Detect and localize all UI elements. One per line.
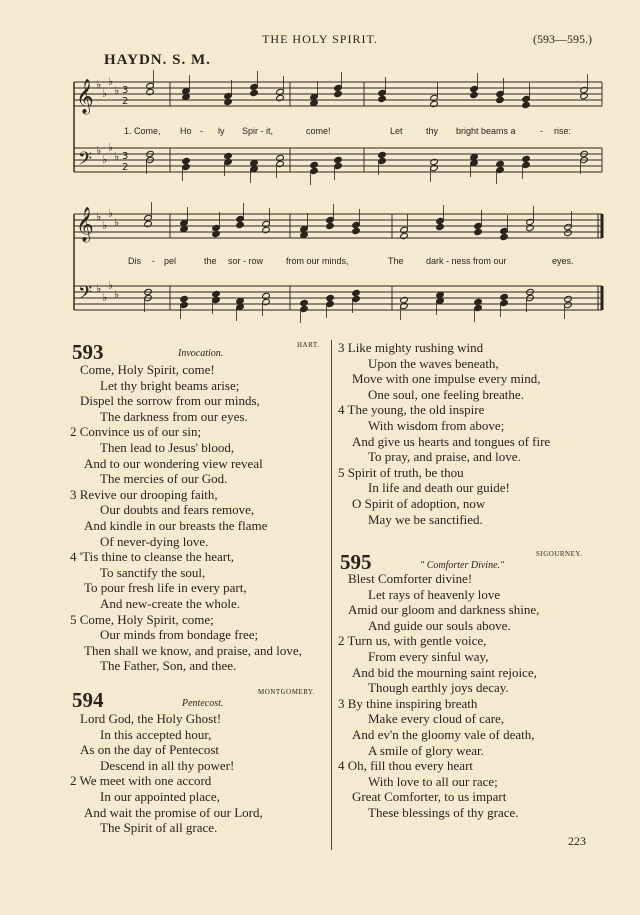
verse-line: Let thy bright beams arise; (100, 377, 240, 393)
verse-line: In our appointed place, (100, 789, 220, 804)
tune-name: HAYDN. S. M. (104, 52, 211, 68)
verse-line: 5 Spirit of truth, be thou (338, 464, 464, 480)
verse-line: A smile of glory wear. (368, 742, 484, 758)
verse-line: One soul, one feeling breathe. (368, 386, 524, 402)
lyric-syllable: Ho (180, 126, 192, 136)
verse-line: Make every cloud of care, (368, 711, 505, 727)
hymn-author: SIGOURNEY. (536, 550, 583, 558)
lyric-syllable: ly (218, 126, 225, 136)
svg-text:♭: ♭ (114, 216, 120, 229)
svg-text:𝄢: 𝄢 (78, 283, 93, 308)
svg-text:𝄞: 𝄞 (76, 79, 94, 114)
lyric-syllable: The (388, 256, 404, 266)
verse-line: Though earthly joys decay. (368, 680, 509, 696)
svg-text:♭: ♭ (114, 288, 120, 301)
svg-text:♭: ♭ (108, 279, 114, 292)
svg-text:♭: ♭ (108, 207, 114, 220)
lyric-syllable: come! (306, 126, 331, 136)
verse-line: And wait the promise of our Lord, (84, 804, 263, 820)
svg-text:♭: ♭ (108, 75, 114, 88)
verse-line: Our doubts and fears remove, (100, 502, 255, 518)
verse-line: Let rays of heavenly love (368, 586, 501, 602)
lyric-syllable: eyes. (552, 256, 574, 266)
verse-line: Upon the waves beneath, (368, 355, 499, 371)
svg-text:♭: ♭ (96, 282, 102, 295)
verse-line: And give us hearts and tongues of fire (352, 433, 551, 449)
hymn-number: 593 (72, 340, 104, 364)
verse-line: 2 Convince us of our sin; (70, 424, 202, 440)
verse-line: And kindle in our breasts the flame (84, 518, 268, 533)
svg-text:♭: ♭ (96, 210, 102, 223)
verse-line: Our minds from bondage free; (100, 627, 259, 643)
verse-line: 2 Turn us, with gentle voice, (338, 633, 487, 649)
hymn-number: 595 (340, 550, 372, 574)
lyric-syllable: 1. Come, (124, 126, 161, 136)
page-number: 223 (568, 834, 586, 848)
verse-line: And to our wondering view reveal (84, 455, 263, 471)
lyric-syllable: sor - row (228, 256, 264, 266)
hymn-title: " Comforter Divine." (420, 560, 505, 571)
svg-text:♭: ♭ (96, 78, 102, 91)
svg-text:𝄢: 𝄢 (78, 149, 93, 174)
verse-line: Descend in all thy power! (100, 757, 235, 773)
svg-text:♭: ♭ (114, 150, 120, 163)
svg-text:2: 2 (122, 162, 129, 173)
svg-text:♭: ♭ (102, 153, 108, 166)
svg-text:♭: ♭ (108, 141, 114, 154)
svg-text:♭: ♭ (114, 84, 120, 97)
svg-text:2: 2 (122, 96, 129, 107)
verse-line: Come, Holy Spirit, come! (80, 362, 215, 377)
lyric-syllable: thy (426, 126, 439, 136)
svg-text:♭: ♭ (96, 144, 102, 157)
verse-line: 2 We meet with one accord (70, 773, 212, 789)
verse-line: Of never-dying love. (100, 533, 209, 549)
hymn-number: 594 (72, 688, 104, 712)
verse-line: 5 Come, Holy Spirit, come; (70, 611, 214, 627)
lyric-syllable: from our minds, (286, 256, 349, 266)
verse-line: 4 Oh, fill thou every heart (338, 758, 474, 774)
verse-line: To sanctify the soul, (100, 564, 206, 580)
verse-line: The darkness from our eyes. (100, 408, 248, 424)
svg-text:♭: ♭ (102, 291, 108, 304)
verse-line: 4 The young, the old inspire (338, 402, 485, 418)
verse-line: Lord God, the Holy Ghost! (80, 711, 222, 726)
verse-line: 3 By thine inspiring breath (338, 695, 478, 711)
verse-line: Amid our gloom and darkness shine, (348, 602, 540, 618)
hymn-title: Invocation. (178, 348, 224, 359)
verse-line: May we be sanctified. (368, 511, 483, 527)
verse-line: O Spirit of adoption, now (352, 496, 486, 511)
lyric-syllable: - (200, 126, 203, 136)
svg-text:♭: ♭ (102, 219, 108, 232)
verse-line: Dispel the sorrow from our minds, (80, 393, 260, 409)
verse-line: Blest Comforter divine! (348, 571, 473, 586)
verse-line: With love to all our race; (368, 773, 498, 789)
verse-line: 3 Like mighty rushing wind (338, 340, 484, 355)
svg-text:♭: ♭ (102, 87, 108, 100)
verse-line: To pour fresh life in every part, (84, 580, 247, 596)
verse-line: The Spirit of all grace. (100, 820, 218, 836)
lyric-syllable: the (204, 256, 217, 266)
verse-line: With wisdom from above; (368, 418, 505, 433)
verse-line: And guide our souls above. (368, 617, 511, 633)
verse-line: In life and death our guide! (368, 480, 510, 496)
verse-line: And bid the mourning saint rejoice, (352, 664, 537, 680)
hymn-author: HART. (297, 341, 320, 349)
column-divider (331, 340, 332, 850)
verse-line: Move with one impulse every mind, (352, 371, 541, 387)
lyric-syllable: bright beams a (456, 126, 516, 136)
lyric-syllable: dark - ness from our (426, 256, 507, 266)
verse-line: To pray, and praise, and love. (368, 449, 521, 465)
svg-text:3: 3 (122, 151, 129, 162)
verse-line: The mercies of our God. (100, 471, 228, 487)
music-score (0, 0, 640, 330)
verse-line: These blessings of thy grace. (368, 805, 519, 820)
running-header-title: THE HOLY SPIRIT. (262, 32, 378, 46)
verse-line: And new-create the whole. (100, 596, 241, 611)
verse-line: From every sinful way, (368, 649, 489, 664)
lyric-syllable: - (152, 256, 155, 266)
verse-line: 4 'Tis thine to cleanse the heart, (70, 549, 234, 565)
svg-text:𝄞: 𝄞 (76, 207, 94, 242)
verse-line: Then lead to Jesus' blood, (100, 440, 235, 455)
verse-line: Then shall we know, and praise, and love, (84, 642, 302, 658)
hymn-author: MONTGOMERY. (258, 688, 315, 696)
hymn-title: Pentecost. (182, 698, 224, 709)
verse-line: And ev'n the gloomy vale of death, (352, 727, 535, 742)
lyric-syllable: pel (164, 256, 177, 266)
verse-line: Great Comforter, to us impart (352, 789, 507, 805)
lyric-syllable: Dis (128, 256, 141, 266)
verse-line: 3 Revive our drooping faith, (70, 486, 218, 502)
verse-line: In this accepted hour, (100, 726, 212, 742)
lyric-syllable: Let (390, 126, 403, 136)
lyric-syllable: - (540, 126, 543, 136)
running-header-hymn-range: (593—595.) (533, 32, 592, 46)
verse-line: As on the day of Pentecost (80, 742, 220, 758)
lyric-syllable: rise: (554, 126, 572, 136)
verse-line: The Father, Son, and thee. (100, 658, 237, 674)
svg-text:3: 3 (122, 85, 129, 96)
lyric-syllable: Spir - it, (242, 126, 274, 136)
